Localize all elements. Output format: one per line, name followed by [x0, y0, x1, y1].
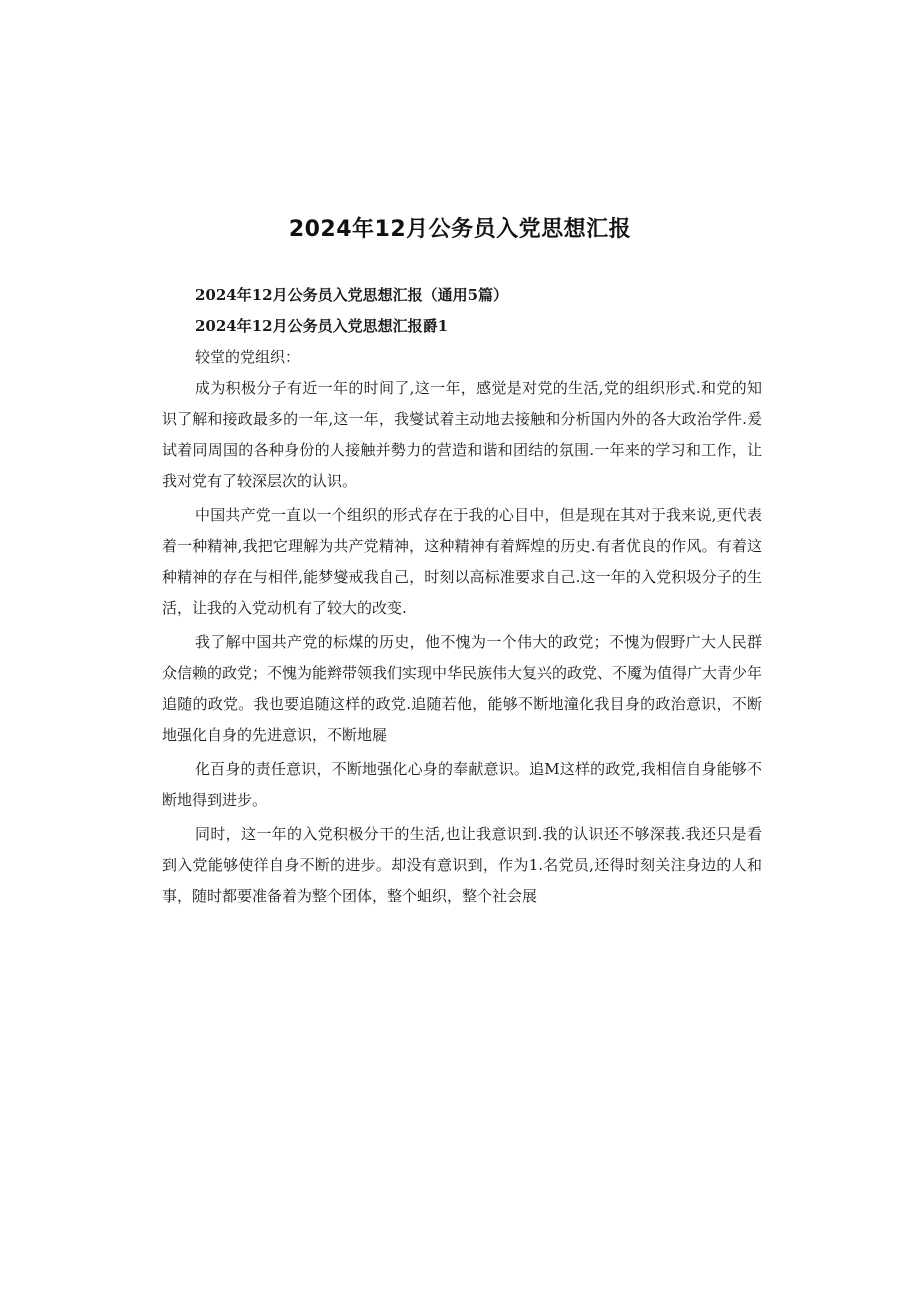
document-title: 2024年12月公务员入党思想汇报 [288, 217, 632, 242]
document-body [162, 280, 762, 915]
paragraph-1: 成为积极分子有近一年的时间了,这一年，感觉是对党的生活,党的组织形式.和党的知识了解和接政最多的一年,这一年，我燮试着主动地去接触和分析国内外的各大政治学件.爰试着同周国的各种身份的人接触并勢力的营造和谐和团结的氛围.一年来的学习和工作，让我对党有了较深层次的认识。 [162, 379, 762, 490]
salutation: 较堂的党组织： [195, 348, 301, 366]
paragraph-5: 同时，这一年的入党积极分干的生活,也让我意识到.我的认识还不够深莪.我还只是看到入党能够使徉自身不断的进步。却没有意识到，作为1.名党员,还得时刻关注身边的人和事，随时都要准备着为整个团体，整个蛆织，整个社会展 [162, 825, 762, 905]
paragraph-3: 我了解中国共产党的标煤的历史，他不愧为一个伟大的政党；不愧为假野广大人民群众信赖的政党；不愧为能辫带领我们实现中华民族伟大复兴的政党、不魇为值得广大青少年追随的政党。我也要追随这样的政党.追随若他，能够不断地潼化我目身的政治意识，不断地强化自身的先进意识，不断地屣 [162, 633, 763, 744]
paragraph-4: 化百身的责任意识，不断地强化心身的奉献意识。追M这样的政党,我相信自身能够不断地得到进步。 [162, 760, 762, 809]
paragraph-2: 中国共产党一直以一个组织的形式存在于我的心目中，但是现在其对于我来说,更代表着一种精神,我把它理解为共产党精神，这种精神有着辉煌的历史.有者优良的作风。有着这种精神的存在与相伴,能梦燮戒我自己，时刻以高标准要求自己.这一年的入党积圾分子的生活，让我的入党动机有了较大的改变. [162, 506, 762, 617]
section-heading: 2024年12月公务员入党思想汇报爵1 [195, 317, 449, 335]
document-subtitle: 2024年12月公务员入党思想汇报（通用5篇） [195, 286, 509, 304]
